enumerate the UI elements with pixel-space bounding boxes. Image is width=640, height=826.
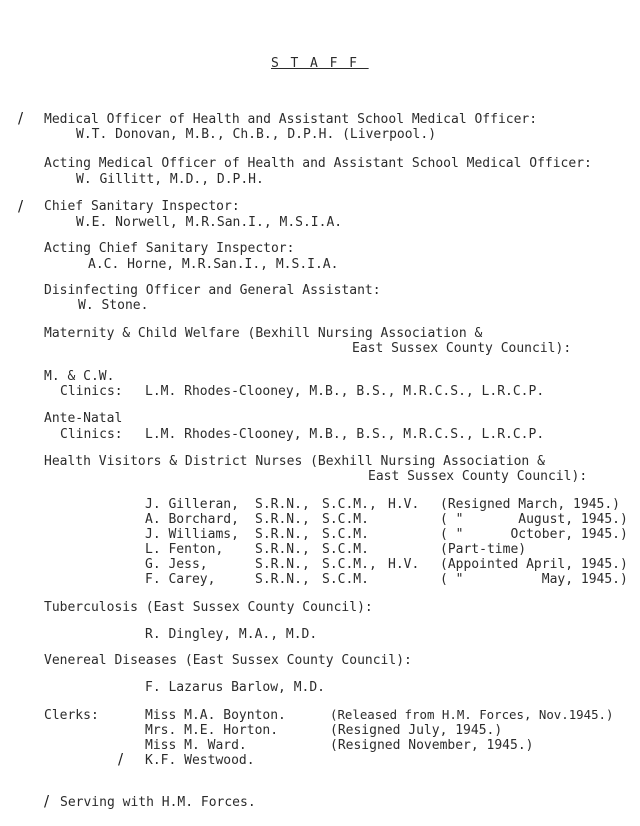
clerk-note: (Resigned November, 1945.) [330, 738, 534, 753]
forces-marker-icon: / [44, 792, 50, 810]
acting-chief-sanitary-holder: A.C. Horne, M.R.San.I., M.S.I.A. [88, 257, 339, 272]
disinfecting-holder: W. Stone. [78, 298, 149, 313]
nurse-qual-srn: S.R.N., [255, 527, 310, 542]
forces-marker-icon: / [18, 197, 24, 215]
venereal-role: Venereal Diseases (East Sussex County Council): [44, 653, 412, 668]
nurse-qual-srn: S.R.N., [255, 497, 310, 512]
acting-chief-sanitary-role: Acting Chief Sanitary Inspector: [44, 241, 295, 256]
nurse-qual-scm: S.C.M. [322, 572, 369, 587]
nurse-qual-hv: H.V. [388, 557, 420, 572]
nurse-qual-scm: S.C.M., [322, 497, 377, 512]
nurse-note: (Resigned March, 1945.) [440, 497, 621, 512]
clerk-note: (Resigned July, 1945.) [330, 723, 503, 738]
clerk-name: K.F. Westwood. [145, 753, 255, 768]
antenatal-label: Ante-Natal [44, 411, 123, 426]
antenatal-holder: L.M. Rhodes-Clooney, M.B., B.S., M.R.C.S., L.R.C.P. [145, 427, 545, 442]
mcw-label: M. & C.W. [44, 369, 115, 384]
footnote: Serving with H.M. Forces. [60, 795, 256, 810]
nurse-name: J. Williams, [145, 527, 239, 542]
page-title: STAFF [271, 56, 369, 71]
tuberculosis-role: Tuberculosis (East Sussex County Council): [44, 600, 373, 615]
clerk-name: Mrs. M.E. Horton. [145, 723, 279, 738]
nurse-name: J. Gilleran, [145, 497, 239, 512]
nurse-note: ( " May, 1945.) [440, 572, 628, 587]
health-visitors-heading-cont: East Sussex County Council): [368, 469, 588, 484]
forces-marker-icon: / [118, 750, 124, 768]
clerk-name: Miss M. Ward. [145, 738, 247, 753]
nurse-note: ( " October, 1945.) [440, 527, 628, 542]
nurse-name: G. Jess, [145, 557, 208, 572]
nurse-name: F. Carey, [145, 572, 216, 587]
clinics-label: Clinics: [60, 384, 123, 399]
clerk-name: Miss M.A. Boynton. [145, 708, 286, 723]
nurse-qual-hv: H.V. [388, 497, 420, 512]
nurse-qual-scm: S.C.M. [322, 527, 369, 542]
nurse-qual-scm: S.C.M. [322, 542, 369, 557]
nurse-qual-srn: S.R.N., [255, 572, 310, 587]
maternity-heading-cont: East Sussex County Council): [352, 341, 572, 356]
clerks-label: Clerks: [44, 708, 99, 723]
nurse-note: (Part-time) [440, 542, 527, 557]
chief-sanitary-role: Chief Sanitary Inspector: [44, 199, 240, 214]
maternity-heading: Maternity & Child Welfare (Bexhill Nursing Association & [44, 326, 483, 341]
tuberculosis-holder: R. Dingley, M.A., M.D. [145, 627, 318, 642]
disinfecting-role: Disinfecting Officer and General Assistant: [44, 283, 381, 298]
moh-role: Medical Officer of Health and Assistant School Medical Officer: [44, 112, 538, 127]
clinics-holder: L.M. Rhodes-Clooney, M.B., B.S., M.R.C.S., L.R.C.P. [145, 384, 545, 399]
clerk-note: (Released from H.M. Forces, Nov.1945.) [330, 707, 614, 722]
nurse-qual-scm: S.C.M., [322, 557, 377, 572]
chief-sanitary-holder: W.E. Norwell, M.R.San.I., M.S.I.A. [76, 215, 343, 230]
nurse-qual-srn: S.R.N., [255, 557, 310, 572]
health-visitors-heading: Health Visitors & District Nurses (Bexhill Nursing Association & [44, 454, 545, 469]
forces-marker-icon: / [18, 109, 24, 127]
moh-holder: W.T. Donovan, M.B., Ch.B., D.P.H. (Liverpool.) [76, 127, 437, 142]
acting-moh-holder: W. Gillitt, M.D., D.P.H. [76, 172, 264, 187]
nurse-note: (Appointed April, 1945.) [440, 557, 628, 572]
nurse-note: ( " August, 1945.) [440, 512, 628, 527]
nurse-qual-srn: S.R.N., [255, 542, 310, 557]
antenatal-clinics-label: Clinics: [60, 427, 123, 442]
nurse-name: L. Fenton, [145, 542, 224, 557]
nurse-qual-scm: S.C.M. [322, 512, 369, 527]
nurse-qual-srn: S.R.N., [255, 512, 310, 527]
venereal-holder: F. Lazarus Barlow, M.D. [145, 680, 326, 695]
nurse-name: A. Borchard, [145, 512, 239, 527]
acting-moh-role: Acting Medical Officer of Health and Assistant School Medical Officer: [44, 156, 592, 171]
